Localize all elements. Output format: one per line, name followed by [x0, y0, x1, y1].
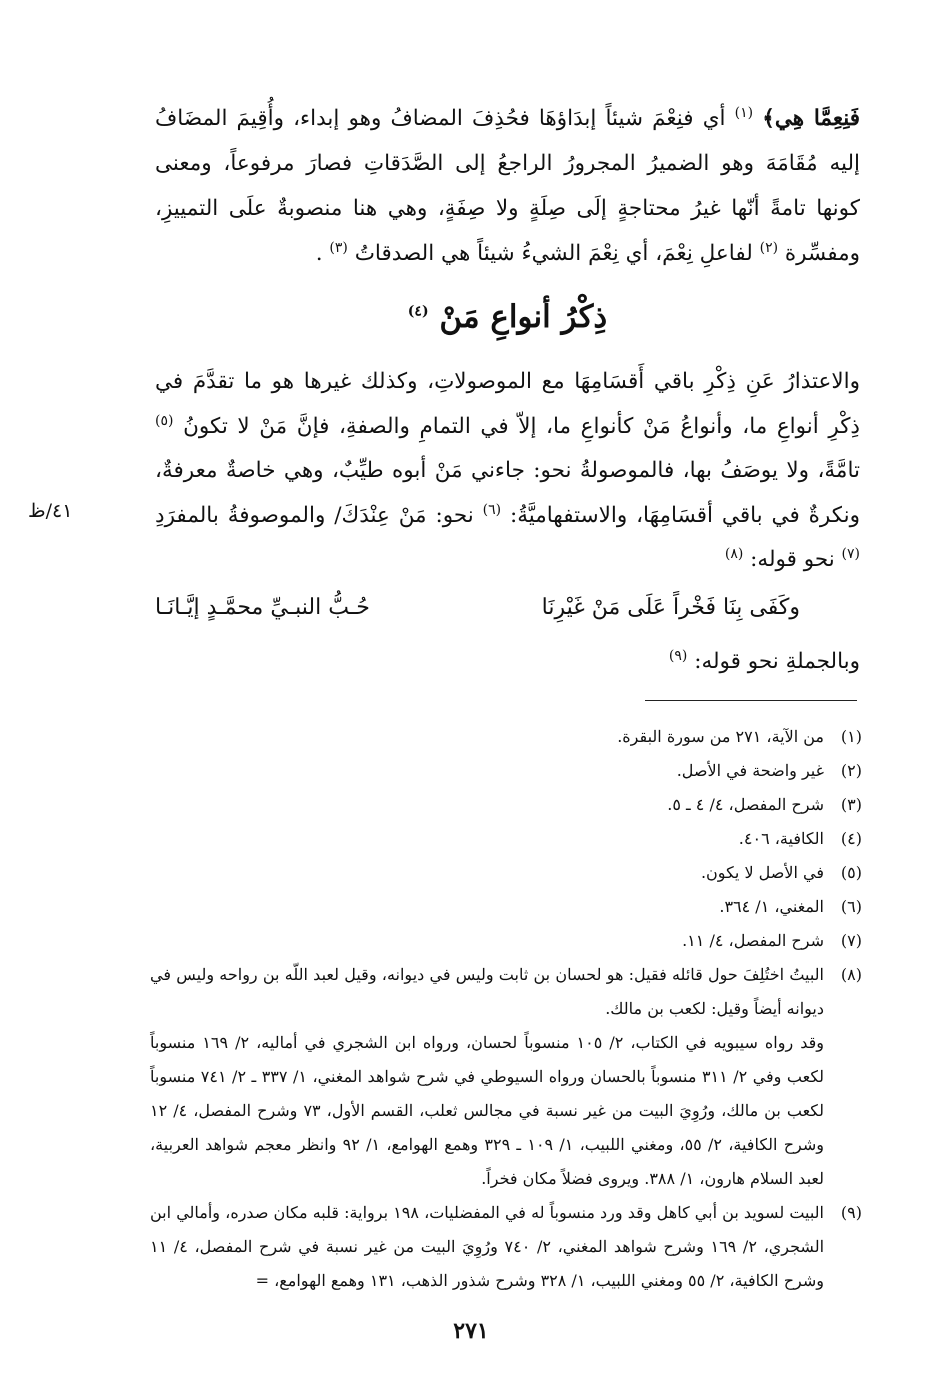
- footnote-marker-3: (٣): [329, 239, 348, 256]
- footnote-number: (٧): [840, 931, 862, 950]
- footnote-item: [150, 856, 862, 890]
- footnote-divider: [645, 700, 857, 701]
- footnote-marker-8: (٨): [724, 545, 744, 562]
- footnote-number: (١): [840, 727, 862, 746]
- footnote-text: شرح المفصل، ٤/ ٤ ـ ٥.: [667, 795, 824, 814]
- after-poem-text: وبالجملةِ نحو قوله:: [694, 649, 860, 674]
- footnote-marker-2: (٢): [759, 239, 779, 256]
- footnote-item: [150, 788, 862, 822]
- footnote-text: شرح المفصل، ٤/ ١١.: [682, 931, 824, 950]
- footnote-text: الكافية، ٤٠٦.: [738, 829, 824, 848]
- main-paragraph-2: [155, 360, 860, 583]
- footnote-number: (٤): [840, 829, 862, 848]
- paragraph-tail: لفاعلِ نِعْمَ، أي نِعْمَ الشيءُ شيئاً هي الصدقاتُ: [354, 241, 753, 266]
- poem-first-hemistich: وكَفَى بِنَا فَخْراً عَلَى مَنْ غَيْرِنَا: [541, 595, 800, 620]
- section-heading: [155, 292, 860, 342]
- footnote-item: [150, 1196, 862, 1298]
- footnote-number: (٣): [840, 795, 862, 814]
- paragraph-body: أي فنِعْمَ شيئاً إبدَاؤهَا فحُذِفَ المضافُ وهو إبداء، وأُقِيمَ المضَافُ إليه مُقَامَهَ وهو الضميرُ المجرورُ الراجعُ إلى الصَّدَقاتِ فصارَ مرفوعاً، ومعنى كونها تامةً أنّها غيرُ محتاجةٍ إلَى صِلَةٍ ولا صِفَةٍ، وهي هنا منصوبةٌ علَى التمييزِ، ومفسِّرة: [155, 106, 860, 266]
- footnote-marker-5: (٥): [155, 412, 174, 429]
- footnote-item: [150, 754, 862, 788]
- after-poem-line: [155, 640, 860, 684]
- footnote-number: (٩): [840, 1203, 862, 1222]
- footnote-item: [150, 958, 862, 1196]
- footnote-marker-1: (١): [734, 104, 754, 121]
- paragraph-text: [155, 96, 860, 276]
- footnote-marker-6: (٦): [482, 501, 502, 518]
- paragraph-text: [155, 360, 860, 583]
- paragraph-part-a: والاعتذارُ عَنِ ذِكْرِ باقي أَقسَامِهَا مع الموصولاتِ، وكذلك غيرها هو ما تقدَّمَ في ذِكْرِ أنواعِ ما، وأنواعُ مَنْ كأنواعِ ما، إلاّ في التمامِ والصفةِ، فإنَّ مَنْ لا تكونُ: [155, 369, 860, 439]
- footnote-item: [150, 720, 862, 754]
- footnote-text: المغني، ١/ ٣٦٤.: [719, 897, 824, 916]
- paragraph-part-b: تامَّةً، ولا يوصَفُ بها، فالموصولةُ نحو: جاءني مَنْ أبوه طيِّبٌ، وهي خاصةٌ معرفةٌ، ونكرةٌ في باقي أقسَامِهَا، والاستفهاميَّةُ:: [155, 458, 860, 528]
- manuscript-folio-note: ٤١/ظ: [28, 500, 73, 522]
- main-paragraph-1: [155, 96, 860, 276]
- footnote-number: (٦): [840, 897, 862, 916]
- footnote-item: [150, 822, 862, 856]
- quran-quote: فَنِعِمَّا هِي﴾: [762, 106, 860, 131]
- footnote-number: (٨): [840, 965, 862, 984]
- footnotes: [150, 720, 862, 1298]
- footnote-text: البيتُ اختُلِفَ حول قائله فقيل: هو لحسان بن ثابت وليس في ديوانه، وقيل لعبد اللّه بن رواحه وليس في ديوانه أيضاً وقيل: لكعب بن مالك.: [150, 965, 825, 1018]
- paragraph-end: .: [315, 241, 323, 266]
- footnote-item: [150, 924, 862, 958]
- footnote-item: [150, 890, 862, 924]
- footnote-text: غير واضحة في الأصل.: [676, 761, 824, 780]
- footnote-text: من الآية، ٢٧١ من سورة البقرة.: [617, 727, 824, 746]
- page-number: ٢٧١: [453, 1318, 489, 1344]
- heading-text: ذِكْرُ أنواعِ مَنْ: [439, 299, 608, 335]
- footnote-marker-9: (٩): [668, 647, 688, 664]
- footnote-number: (٥): [840, 863, 862, 882]
- paragraph-part-d: نحو قوله:: [750, 547, 835, 572]
- footnote-text: وقد رواه سيبويه في الكتاب، ٢/ ١٠٥ منسوباً لحسان، ورواه ابن الشجري في أماليه، ٢/ ١٦٩ منسوباً لكعب وفي ٢/ ٣١١ منسوباً بالحسان ورواه السيوطي في شرح شواهد المغني، ١/ ٣٣٧ ـ ٢/ ٧٤١ منسوباً لكعب بن مالك، ورُوِيَ البيت من غير نسبة في مجالس ثعلب، القسم الأول، ٧٣ وشرح المفصل، ٤/ ١٢ وشرح الكافية، ٢/ ٥٥، ومغني اللبيب، ١/ ١٠٩ ـ ٣٢٩ وهمع الهوامع، ١/ ٩٢ وانظر معجم شواهد العربية، لعبد السلام هارون، ١/ ٣٨٨. ويروى فضلاً مكان فخراً.: [150, 1033, 825, 1188]
- poem-second-hemistich: حُـبُّ النبـيِّ محمَّـدٍ إيَّـانَـا: [155, 595, 370, 620]
- paragraph-part-c: نحو: مَنْ عِنْدَكَ/ والموصوفةُ بالمفرَدِ: [155, 502, 474, 528]
- footnote-number: (٢): [840, 761, 862, 780]
- footnote-marker-7: (٧): [841, 545, 860, 562]
- footnote-text: البيت لسويد بن أبي كاهل وقد ورد منسوباً له في المفضليات، ١٩٨ برواية: قلبه مكان صدره، وأمالي ابن الشجري، ٢/ ١٦٩ وشرح شواهد المغني، ٢/ ٧٤٠ ورُوِيَ البيت من غير نسبة في شرح المفصل، ٤/ ١١ وشرح الكافية، ٢/ ٥٥ ومغني اللبيب، ١/ ٣٢٨ وشرح شذور الذهب، ١٣١ وهمع الهوامع، =: [150, 1203, 825, 1290]
- footnote-marker-4: (٤): [407, 303, 429, 320]
- footnote-text: في الأصل لا يكون.: [700, 863, 824, 882]
